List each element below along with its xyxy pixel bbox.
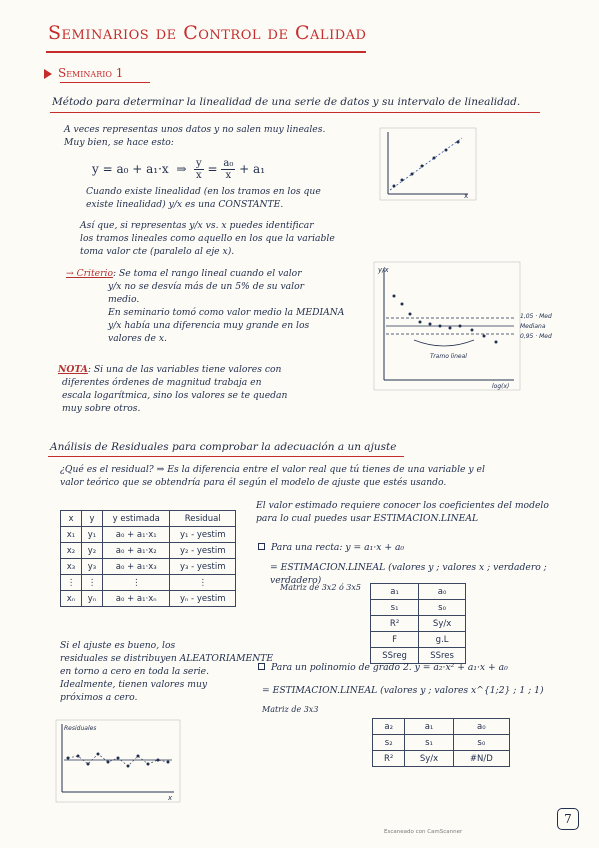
table-cell: x₃ <box>61 559 82 575</box>
equation-rest: + a₁ <box>239 162 266 176</box>
graph1-point <box>445 149 448 152</box>
graph3-point <box>77 755 80 758</box>
recta-label <box>258 542 404 555</box>
checkbox-icon <box>258 543 265 550</box>
graph1-point <box>433 157 436 160</box>
graph2-upper-label: 1,05 · Med <box>520 313 552 320</box>
poly-matrix-size: Matriz de 3x3 <box>262 705 319 714</box>
graph3-point <box>87 763 90 766</box>
ratio-graph <box>374 262 552 392</box>
condition-line-2: existe linealidad) y/x es una CONSTANTE. <box>86 199 284 210</box>
table-cell: a₂ <box>373 719 405 735</box>
equation-lhs: y = a₀ + a₁·x <box>92 162 169 176</box>
graph3-point <box>97 753 100 756</box>
graph2-point <box>419 321 422 324</box>
table-cell: s₂ <box>373 735 405 751</box>
graph2-point <box>401 303 404 306</box>
graph3-point <box>137 755 140 758</box>
seminar-underline <box>60 82 150 83</box>
title-underline <box>46 51 366 53</box>
graph1-frame <box>380 128 476 200</box>
table-cell: a₁ <box>405 719 453 735</box>
table-cell: a₀ + a₁·x₃ <box>103 559 170 575</box>
criterio-line-1 <box>66 268 302 281</box>
table-cell: ⋮ <box>170 575 236 591</box>
estimation-line-2: para lo cual puedes usar ESTIMACION.LINEAL <box>256 513 479 524</box>
fraction-y-x <box>194 158 204 181</box>
criterio-label: → Criterio <box>66 268 113 279</box>
recta-matrix-size: Matriz de 3x2 ó 3x5 <box>280 583 361 592</box>
graph1-point <box>411 173 414 176</box>
graph2-x-label: log(x) <box>492 383 510 390</box>
equation-arrow: ⇒ <box>176 162 187 176</box>
table-cell: s₀ <box>419 600 466 616</box>
table-cell: ⋮ <box>61 575 82 591</box>
table-cell: s₁ <box>405 735 453 751</box>
recta-label-text: Para una recta: y = a₁·x + a₀ <box>271 542 405 553</box>
checkbox-icon <box>258 663 265 670</box>
table-cell: y₃ <box>82 559 103 575</box>
table-cell: yₙ - yestim <box>170 591 236 607</box>
table-cell: s₁ <box>371 600 419 616</box>
nota-line-2: diferentes órdenes de magnitud trabaja en <box>62 377 262 388</box>
fraction-a0-x <box>221 158 235 181</box>
section1-heading: Método para determinar la linealidad de una serie de datos y su intervalo de linealidad. <box>52 96 521 108</box>
graph1-point <box>457 141 460 144</box>
table-cell: s₀ <box>453 735 509 751</box>
table-cell: a₀ <box>453 719 509 735</box>
table-cell: a₀ + a₁·xₙ <box>103 591 170 607</box>
table-cell: g.L <box>419 632 466 648</box>
asi-line-3: toma valor cte (paralelo al eje x). <box>80 246 235 257</box>
table-cell: y estimada <box>103 511 170 527</box>
graph2-point <box>449 327 452 330</box>
graph1-point <box>421 165 424 168</box>
table-cell: y <box>82 511 103 527</box>
graph2-point <box>459 325 462 328</box>
graph2-point <box>439 325 442 328</box>
ajuste-line-1: Si el ajuste es bueno, los <box>60 640 176 651</box>
graph2-point <box>471 329 474 332</box>
nota-line-3: escala logarítmica, sino los valores se te quedan <box>62 390 288 401</box>
graph3-point <box>117 757 120 760</box>
graph1-x-label: x <box>464 192 469 200</box>
seminar-label: Seminario 1 <box>58 66 124 80</box>
graph1-point <box>401 179 404 182</box>
intro-line-1: A veces representas unos datos y no salen muy lineales. <box>64 124 326 135</box>
table-row <box>373 751 510 767</box>
ajuste-line-2 <box>60 653 273 666</box>
section1-underline <box>50 112 540 113</box>
table-header-row <box>61 511 236 527</box>
table-cell: y₂ - yestim <box>170 543 236 559</box>
poly-label <box>258 662 508 675</box>
graph2-point <box>483 335 486 338</box>
residuals-graph <box>56 720 180 802</box>
recta-function: = ESTIMACION.LINEAL (valores y ; valores x ; verdadero ; verdadero) <box>270 562 547 586</box>
ajuste-line-3: en torno a cero en toda la serie. <box>60 666 210 677</box>
fraction-num-a0: a₀ <box>223 158 234 169</box>
nota-line-4: muy sobre otros. <box>62 403 141 414</box>
table-cell: x <box>61 511 82 527</box>
table-cell: y₃ - yestim <box>170 559 236 575</box>
table-cell: Residual <box>170 511 236 527</box>
table-cell: Sy/x <box>405 751 453 767</box>
fraction-den: x <box>196 170 202 181</box>
table-row <box>61 527 236 543</box>
criterio-line-6: valores de x. <box>108 333 167 344</box>
graph3-point <box>107 761 110 764</box>
table-cell: y₂ <box>82 543 103 559</box>
table-cell: #N/D <box>453 751 509 767</box>
table-cell: y₁ <box>82 527 103 543</box>
table-cell: a₀ <box>419 584 466 600</box>
table-cell: y₁ - yestim <box>170 527 236 543</box>
intro-line-2: Muy bien, se hace esto: <box>64 137 174 148</box>
graph2-brace <box>414 340 474 346</box>
table-cell: a₀ + a₁·x₂ <box>103 543 170 559</box>
table-cell: x₁ <box>61 527 82 543</box>
triangle-bullet-icon <box>44 69 52 79</box>
criterio-line-5: y/x había una diferencia muy grande en los <box>108 320 310 331</box>
graph2-lower-label: 0,95 · Med <box>520 333 552 340</box>
graph3-point <box>127 765 130 768</box>
graph2-point <box>495 341 498 344</box>
table-row <box>371 616 466 632</box>
poly-label-text: Para un polinomio de grado 2. y = a₂·x² + a₁·x + a₀ <box>271 662 508 673</box>
fraction-num: y <box>196 158 202 169</box>
table-cell: R² <box>371 616 419 632</box>
graph2-point <box>393 295 396 298</box>
table-row <box>61 591 236 607</box>
page-title: Seminarios de Control de Calidad <box>48 22 367 44</box>
graph3-point <box>147 763 150 766</box>
ajuste-line-4: Idealmente, tienen valores muy <box>60 679 208 690</box>
residual-table <box>60 510 236 607</box>
graph2-tramo-label: Tramo lineal <box>430 353 467 360</box>
scanner-footer: Escaneado con CamScanner <box>384 829 463 835</box>
fraction-den-x: x <box>225 170 232 181</box>
equation: y = a₀ + a₁·x ⇒ $\frac{y}{x}$ = $\frac{\text{a₀}}{x}$ + a₁ <box>92 158 266 181</box>
table-cell: SSres <box>419 648 466 664</box>
condition-line-1: Cuando existe linealidad (en los tramos en los que <box>86 186 321 197</box>
ajuste-line-5: próximos a cero. <box>60 692 138 703</box>
graph3-y-label: Residuales <box>64 725 97 732</box>
criterio-line-3: medio. <box>108 294 140 305</box>
estimation-line-1: El valor estimado requiere conocer los coeficientes del modelo <box>256 500 549 511</box>
graph2-median-label: Mediana <box>520 323 546 330</box>
table-cell: SSreg <box>371 648 419 664</box>
graph3-frame <box>56 720 180 802</box>
table-row <box>61 575 236 591</box>
table-cell: ⋮ <box>82 575 103 591</box>
coefficient-table-poly <box>372 718 510 767</box>
seminar-heading <box>44 66 123 80</box>
residual-question-1: ¿Qué es el residual? ⇒ Es la diferencia entre el valor real que tú tienes de una variable y el <box>60 464 485 475</box>
table-row <box>371 632 466 648</box>
graph3-point <box>67 757 70 760</box>
table-cell: a₁ <box>371 584 419 600</box>
table-cell: x₂ <box>61 543 82 559</box>
table-cell: a₀ + a₁·x₁ <box>103 527 170 543</box>
table-cell: Sy/x <box>419 616 466 632</box>
nota-label: NOTA <box>58 364 88 375</box>
table-cell: xₙ <box>61 591 82 607</box>
table-cell: yₙ <box>82 591 103 607</box>
ajuste-line-2-text: residuales se distribuyen ALEATORIAMENTE <box>60 653 274 664</box>
section2-underline <box>48 456 404 457</box>
page-number: 7 <box>557 808 579 830</box>
asi-line-2: los tramos lineales como aquello en los que la variable <box>80 233 335 244</box>
table-row <box>373 719 510 735</box>
section2-heading: Análisis de Residuales para comprobar la adecuación a un ajuste <box>50 441 397 453</box>
coefficient-table-linear <box>370 583 466 664</box>
graph2-point <box>409 313 412 316</box>
poly-function: = ESTIMACION.LINEAL (valores y ; valores x^{1;2} ; 1 ; 1) <box>262 685 544 696</box>
residual-question-2: valor teórico que se obtendría para él según el modelo de ajuste que estés usando. <box>60 477 447 488</box>
table-cell: R² <box>373 751 405 767</box>
table-row <box>371 584 466 600</box>
graph1-trend-line <box>390 138 462 190</box>
table-row <box>371 600 466 616</box>
table-row <box>61 559 236 575</box>
graph2-y-label: y/x <box>378 266 389 274</box>
table-cell: ⋮ <box>103 575 170 591</box>
linearity-graph <box>380 128 476 200</box>
graph3-point <box>157 759 160 762</box>
graph3-point <box>167 761 170 764</box>
graph1-point <box>393 185 396 188</box>
table-cell: F <box>371 632 419 648</box>
table-row <box>61 543 236 559</box>
graph3-x-label: x <box>168 794 173 802</box>
asi-line-1: Así que, si representas y/x vs. x puedes identificar <box>80 220 314 231</box>
criterio-text-1: : Se toma el rango lineal cuando el valor <box>112 268 302 279</box>
criterio-line-2: y/x no se desvía más de un 5% de su valor <box>108 281 305 292</box>
nota-text-1: : Si una de las variables tiene valores con <box>87 364 282 375</box>
criterio-line-4: En seminario tomó como valor medio la MEDIANA <box>108 307 345 318</box>
table-row <box>373 735 510 751</box>
nota-line-1 <box>58 364 281 377</box>
graph2-point <box>429 323 432 326</box>
